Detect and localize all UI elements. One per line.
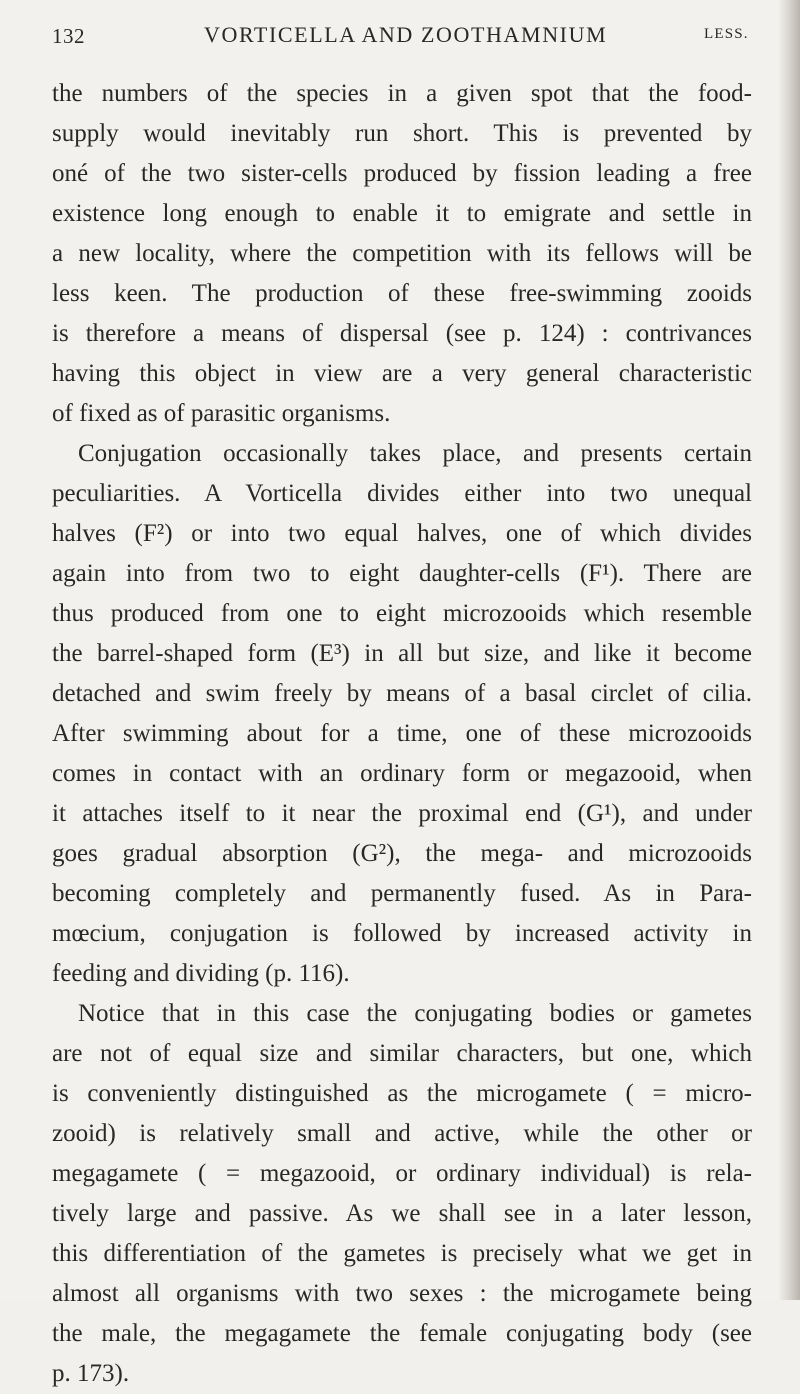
text-line: zooid) is relatively small and active, while the other or (52, 1120, 752, 1147)
text-line: the barrel-shaped form (E³) in all but size, and like it become (52, 640, 752, 667)
text-line: tively large and passive. As we shall see in a later lesson, (52, 1200, 752, 1227)
page-header (52, 18, 752, 58)
text-line: the male, the megagamete the female conjugating body (see (52, 1320, 752, 1347)
running-head-lesson: LESS. (704, 26, 749, 42)
page-number: 132 (52, 24, 85, 48)
paragraph-start-line: Conjugation occasionally takes place, and presents certain (78, 440, 752, 467)
text-line: having this object in view are a very general characteristic (52, 360, 752, 387)
text-line: less keen. The production of these free-swimming zooids (52, 280, 752, 307)
body-text (52, 74, 752, 1394)
page-edge-shadow (778, 0, 800, 1300)
text-line: again into from two to eight daughter-cells (F¹). There are (52, 560, 752, 587)
paragraph-end-line: feeding and dividing (p. 116). (52, 960, 350, 987)
text-line: a new locality, where the competition with its fellows will be (52, 240, 752, 267)
text-line: almost all organisms with two sexes : the microgamete being (52, 1280, 752, 1307)
text-line: mœcium, conjugation is followed by increased activity in (52, 920, 752, 947)
text-line: thus produced from one to eight microzooids which resemble (52, 600, 752, 627)
text-line: comes in contact with an ordinary form or megazooid, when (52, 760, 752, 787)
text-line: halves (F²) or into two equal halves, one of which divides (52, 520, 752, 547)
text-line: is therefore a means of dispersal (see p. 124) : contrivances (52, 320, 752, 347)
text-line: the numbers of the species in a given spot that the food- (52, 80, 752, 107)
text-line: detached and swim freely by means of a basal circlet of cilia. (52, 680, 752, 707)
text-line: this differentiation of the gametes is precisely what we get in (52, 1240, 752, 1267)
paragraph-end-line: p. 173). (52, 1360, 130, 1387)
text-line: After swimming about for a time, one of these microzooids (52, 720, 752, 747)
text-line: existence long enough to enable it to emigrate and settle in (52, 200, 752, 227)
paragraph-start-line: Notice that in this case the conjugating bodies or gametes (78, 1000, 752, 1027)
text-line: are not of equal size and similar characters, but one, which (52, 1040, 752, 1067)
text-line: becoming completely and permanently fused. As in Para- (52, 880, 752, 907)
text-line: megagamete ( = megazooid, or ordinary individual) is rela- (52, 1160, 752, 1187)
paragraph-end-line: of fixed as of parasitic organisms. (52, 400, 391, 427)
text-line: is conveniently distinguished as the microgamete ( = micro- (52, 1080, 752, 1107)
text-line: goes gradual absorption (G²), the mega- and microzooids (52, 840, 752, 867)
text-line: supply would inevitably run short. This is prevented by (52, 120, 752, 147)
text-line: it attaches itself to it near the proximal end (G¹), and under (52, 800, 752, 827)
running-head: VORTICELLA AND ZOOTHAMNIUM (204, 22, 608, 47)
text-line: peculiarities. A Vorticella divides either into two unequal (52, 480, 752, 507)
text-line: oné of the two sister-cells produced by fission leading a free (52, 160, 752, 187)
